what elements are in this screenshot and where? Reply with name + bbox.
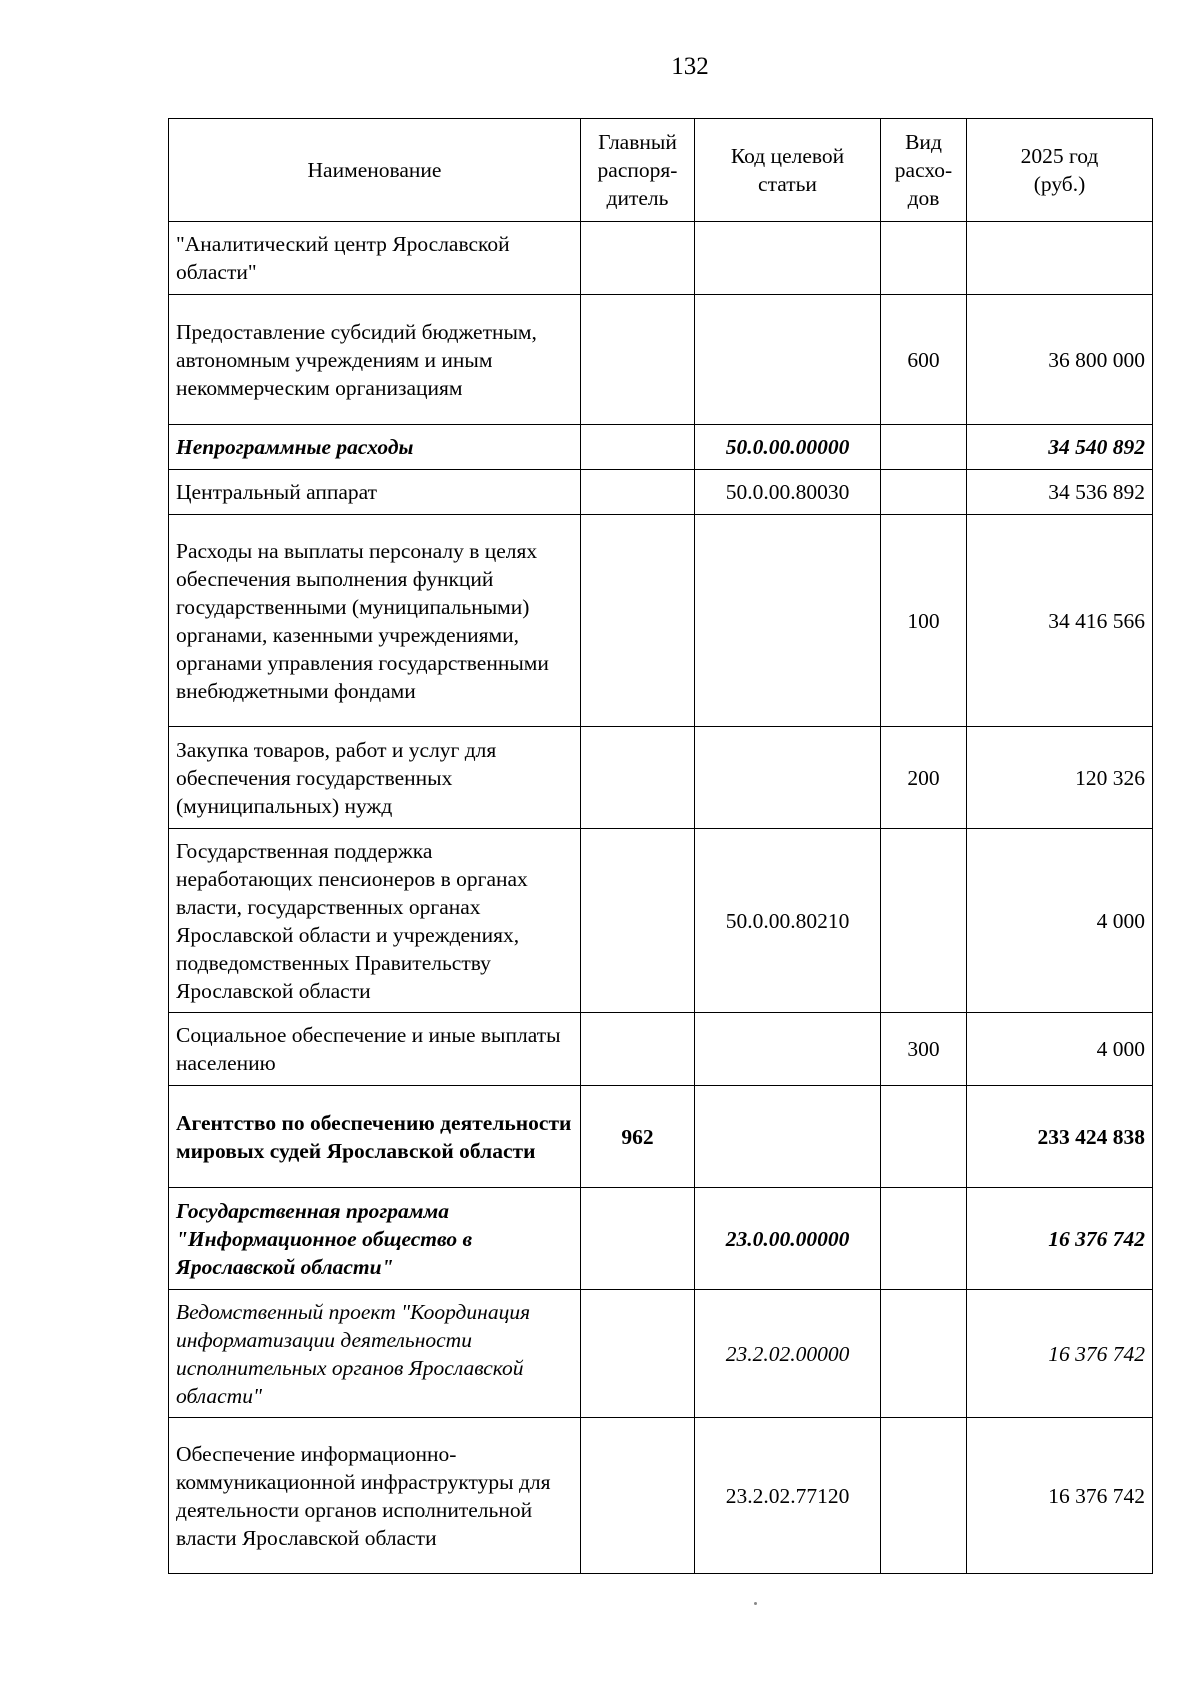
cell-code: 50.0.00.80030 xyxy=(695,470,881,515)
cell-name: Социальное обеспечение и иные выплаты населению xyxy=(169,1013,581,1086)
table-row xyxy=(169,1418,1153,1574)
header-name: Наименование xyxy=(169,119,581,222)
cell-admin xyxy=(581,470,695,515)
cell-amount: 16 376 742 xyxy=(967,1418,1153,1574)
table-row xyxy=(169,829,1153,1013)
header-code: Код целевой статьи xyxy=(695,119,881,222)
cell-amount: 34 416 566 xyxy=(967,515,1153,727)
table-row xyxy=(169,222,1153,295)
cell-type: 200 xyxy=(881,727,967,829)
cell-type xyxy=(881,1418,967,1574)
cell-code: 50.0.00.00000 xyxy=(695,425,881,470)
cell-admin xyxy=(581,425,695,470)
cell-type xyxy=(881,425,967,470)
cell-code xyxy=(695,222,881,295)
cell-amount xyxy=(967,222,1153,295)
cell-code xyxy=(695,1013,881,1086)
scan-speck xyxy=(754,1602,757,1605)
cell-type: 100 xyxy=(881,515,967,727)
table-row xyxy=(169,1013,1153,1086)
cell-amount: 120 326 xyxy=(967,727,1153,829)
table-row xyxy=(169,727,1153,829)
cell-amount: 36 800 000 xyxy=(967,295,1153,425)
cell-admin xyxy=(581,295,695,425)
table-row xyxy=(169,425,1153,470)
cell-name: "Аналитический центр Ярославской области" xyxy=(169,222,581,295)
cell-name: Расходы на выплаты персоналу в целях обеспечения выполнения функций государственными (муниципальными) органами, казенными учреждениями, органами управления государственными внебюджетными фондами xyxy=(169,515,581,727)
cell-code xyxy=(695,1086,881,1188)
cell-amount: 34 536 892 xyxy=(967,470,1153,515)
table-row xyxy=(169,515,1153,727)
cell-name: Центральный аппарат xyxy=(169,470,581,515)
cell-admin: 962 xyxy=(581,1086,695,1188)
cell-code: 23.0.00.00000 xyxy=(695,1188,881,1290)
table-row xyxy=(169,1188,1153,1290)
header-amount: 2025 год (руб.) xyxy=(967,119,1153,222)
cell-name: Обеспечение информационно-коммуникационной инфраструктуры для деятельности органов исполнительной власти Ярославской области xyxy=(169,1418,581,1574)
cell-amount: 233 424 838 xyxy=(967,1086,1153,1188)
cell-admin xyxy=(581,1290,695,1418)
cell-type xyxy=(881,829,967,1013)
cell-name: Закупка товаров, работ и услуг для обеспечения государственных (муниципальных) нужд xyxy=(169,727,581,829)
cell-code: 50.0.00.80210 xyxy=(695,829,881,1013)
cell-admin xyxy=(581,515,695,727)
cell-name: Агентство по обеспечению деятельности мировых судей Ярославской области xyxy=(169,1086,581,1188)
table-header-row xyxy=(169,119,1153,222)
cell-admin xyxy=(581,829,695,1013)
cell-amount: 4 000 xyxy=(967,1013,1153,1086)
cell-admin xyxy=(581,727,695,829)
cell-admin xyxy=(581,222,695,295)
cell-code xyxy=(695,515,881,727)
header-admin: Главный распоря- дитель xyxy=(581,119,695,222)
table-row xyxy=(169,1290,1153,1418)
cell-type xyxy=(881,1086,967,1188)
cell-name: Государственная программа "Информационное общество в Ярославской области" xyxy=(169,1188,581,1290)
cell-name: Предоставление субсидий бюджетным, автономным учреждениям и иным некоммерческим организациям xyxy=(169,295,581,425)
cell-name: Непрограммные расходы xyxy=(169,425,581,470)
cell-admin xyxy=(581,1418,695,1574)
cell-name: Ведомственный проект "Координация информатизации деятельности исполнительных органов Ярославской области" xyxy=(169,1290,581,1418)
page-number: 132 xyxy=(671,53,709,80)
cell-code xyxy=(695,295,881,425)
table-row xyxy=(169,1086,1153,1188)
cell-admin xyxy=(581,1013,695,1086)
cell-amount: 34 540 892 xyxy=(967,425,1153,470)
budget-table xyxy=(168,118,1153,1574)
cell-amount: 4 000 xyxy=(967,829,1153,1013)
cell-type xyxy=(881,222,967,295)
cell-type: 300 xyxy=(881,1013,967,1086)
cell-type xyxy=(881,1188,967,1290)
cell-amount: 16 376 742 xyxy=(967,1290,1153,1418)
table-row xyxy=(169,295,1153,425)
cell-type xyxy=(881,470,967,515)
cell-type: 600 xyxy=(881,295,967,425)
cell-type xyxy=(881,1290,967,1418)
cell-amount: 16 376 742 xyxy=(967,1188,1153,1290)
cell-name: Государственная поддержка неработающих пенсионеров в органах власти, государственных органах Ярославской области и учреждениях, подведомственных Правительству Ярославской области xyxy=(169,829,581,1013)
cell-code: 23.2.02.00000 xyxy=(695,1290,881,1418)
table-row xyxy=(169,470,1153,515)
cell-admin xyxy=(581,1188,695,1290)
cell-code xyxy=(695,727,881,829)
cell-code: 23.2.02.77120 xyxy=(695,1418,881,1574)
header-type: Вид расхо- дов xyxy=(881,119,967,222)
